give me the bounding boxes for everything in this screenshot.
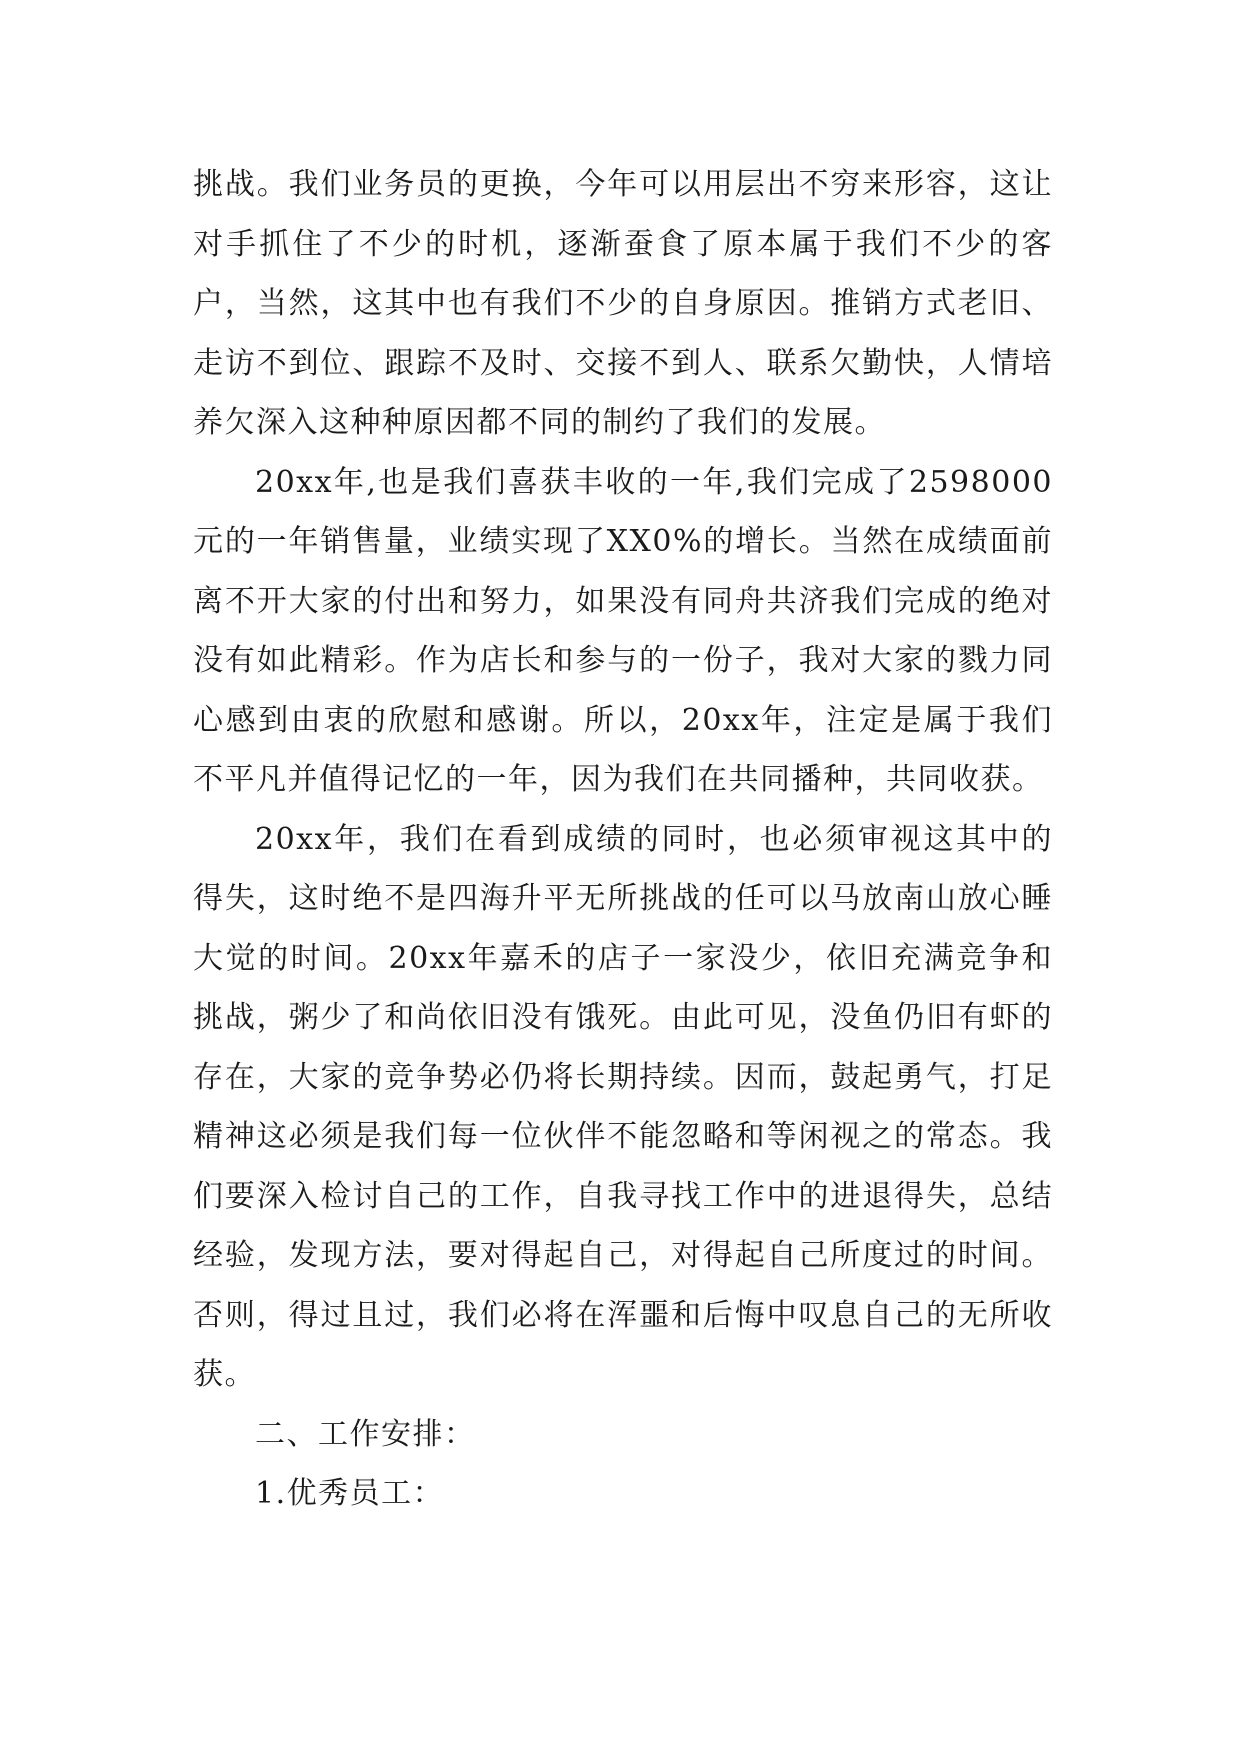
document-body bbox=[193, 155, 1053, 1524]
paragraph-harvest: 20xx年,也是我们喜获丰收的一年,我们完成了2598000元的一年销售量，业绩实现了XX0%的增长。当然在成绩面前离不开大家的付出和努力，如果没有同舟共济我们完成的绝对没有如此精彩。作为店长和参与的一份子，我对大家的戮力同心感到由衷的欣慰和感谢。所以，20xx年，注定是属于我们不平凡并值得记忆的一年，因为我们在共同播种，共同收获。 bbox=[193, 464, 1053, 797]
paragraph-gains-and-losses: 20xx年，我们在看到成绩的同时，也必须审视这其中的得失，这时绝不是四海升平无所挑战的任可以马放南山放心睡大觉的时间。20xx年嘉禾的店子一家没少，依旧充满竞争和挑战，粥少了和尚依旧没有饿死。由此可见，没鱼仍旧有虾的存在，大家的竞争势必仍将长期持续。因而，鼓起勇气，打足精神这必须是我们每一位伙伴不能忽略和等闲视之的常态。我们要深入检讨自己的工作，自我寻找工作中的进退得失，总结经验，发现方法，要对得起自己，对得起自己所度过的时间。否则，得过且过，我们必将在浑噩和后悔中叹息自己的无所收获。 bbox=[193, 821, 1053, 1392]
list-item-excellent-employee: 1.优秀员工： bbox=[255, 1476, 445, 1511]
paragraph-challenges: 挑战。我们业务员的更换，今年可以用层出不穷来形容，这让对手抓住了不少的时机，逐渐蚕食了原本属于我们不少的客户，当然，这其中也有我们不少的自身原因。推销方式老旧、走访不到位、跟踪不及时、交接不到人、联系欠勤快，人情培养欠深入这种种原因都不同的制约了我们的发展。 bbox=[193, 167, 1053, 440]
section-heading-work-arrangement: 二、工作安排： bbox=[255, 1416, 476, 1452]
